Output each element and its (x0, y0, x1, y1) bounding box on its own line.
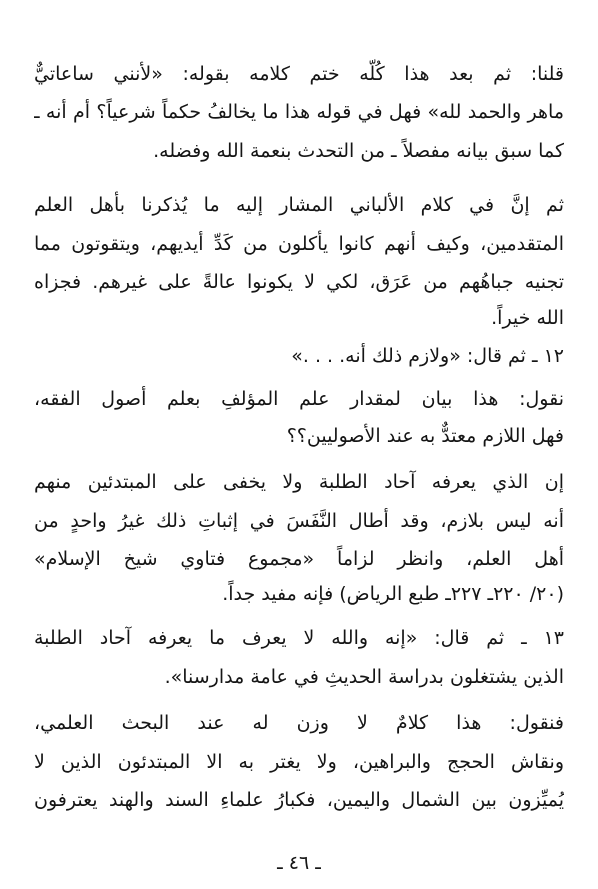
text-line: يُميِّزون بين الشمال واليمين، فكبارُ علماءِ السند والهند يعترفون (34, 789, 564, 811)
text-line: المتقدمين، وكيف أنهم كانوا يأكلون من كَدِّ أيديهم، ويتقوتون مما (34, 233, 564, 255)
text-line: نقول: هذا بيان لمقدار علم المؤلفِ بعلم أصول الفقه، (34, 388, 564, 410)
text-line: ماهر والحمد لله» فهل في قوله هذا ما يخالفُ حكماً شرعياً؟ أم أنه ـ (34, 101, 564, 123)
text-line: أهل العلم، وانظر لزاماً «مجموع فتاوي شيخ الإسلام» (34, 548, 564, 570)
text-line: (٢٠/ ٢٢٠ـ ٢٢٧ـ طبع الرياض) فإنه مفيد جداً. (222, 583, 564, 605)
text-line: إن الذي يعرفه آحاد الطلبة ولا يخفى على المبتدئين منهم (34, 471, 564, 493)
page-number: ـ ٤٦ ـ (277, 852, 321, 874)
text-line: قلنا: ثم بعد هذا كُلّه ختم كلامه بقوله: «لأنني ساعاتيٌّ (34, 63, 564, 85)
text-line: أنه ليس بلازم، وقد أطال النَّفَسَ في إثباتِ ذلك غيرُ واحدٍ من (34, 510, 564, 532)
text-line: ونقاش الحجج والبراهين، ولا يغتر به الا المبتدئون الذين لا (34, 751, 564, 773)
section-heading: ١٢ ـ ثم قال: «ولازم ذلك أنه. . . .» (291, 345, 564, 367)
text-line: الله خيراً. (491, 307, 564, 329)
text-line: تجنيه جباهُهم من عَرَق، لكي لا يكونوا عالةً على غيرهم. فجزاه (34, 271, 564, 293)
text-line: الذين يشتغلون بدراسة الحديثِ في عامة مدارسنا». (164, 666, 564, 688)
text-line: كما سبق بيانه مفصلاً ـ من التحدث بنعمة الله وفضله. (153, 140, 564, 162)
text-line: فهل اللازم معتدٌّ به عند الأصوليين؟؟ (286, 425, 564, 447)
text-line: ثم إنَّ في كلام الألباني المشار إليه ما يُذكرنا بأهل العلم (34, 194, 564, 216)
text-line: فنقول: هذا كلامٌ لا وزن له عند البحث العلمي، (34, 712, 564, 734)
section-heading: ١٣ ـ ثم قال: «إنه والله لا يعرف ما يعرفه آحاد الطلبة (34, 627, 564, 649)
